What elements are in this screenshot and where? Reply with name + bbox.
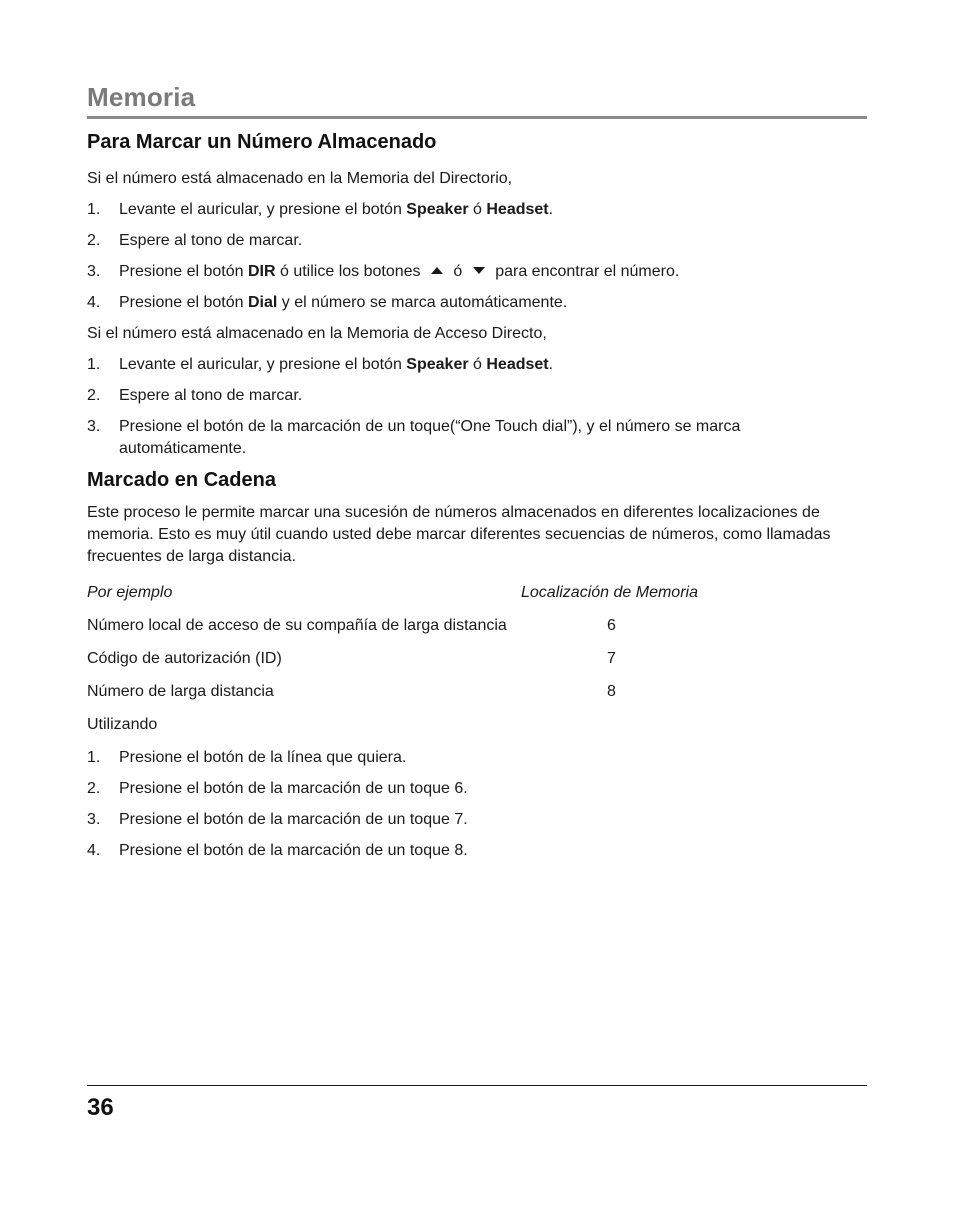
section-title-dial-stored: Para Marcar un Número Almacenado xyxy=(87,131,437,153)
list-item: 2. Presione el botón de la marcación de un toque 6. xyxy=(87,780,468,797)
table-header-row xyxy=(87,582,867,604)
directory-steps-list xyxy=(87,199,867,314)
chapter-divider xyxy=(87,116,867,119)
header-example: Por ejemplo xyxy=(87,584,173,601)
chain-dialing-description: Este proceso le permite marcar una sucesión de números almacenados en diferentes localizaciones de memoria. Esto es muy útil cuando usted debe marcar diferentes secuencias de números, como llamadas frecuentes de larga distancia. xyxy=(87,504,831,565)
list-item: 1. Levante el auricular, y presione el botón Speaker ó Headset. xyxy=(87,201,554,218)
intro-direct-access-memory: Si el número está almacenado en la Memoria de Acceso Directo, xyxy=(87,325,547,342)
direct-access-steps-list xyxy=(87,354,867,460)
list-item: 2. Espere al tono de marcar. xyxy=(87,387,303,404)
intro-directory-memory: Si el número está almacenado en la Memoria del Directorio, xyxy=(87,170,513,187)
dial-key-label: Dial xyxy=(247,294,278,311)
list-item: 1. Levante el auricular, y presione el botón Speaker ó Headset. xyxy=(87,356,554,373)
speaker-key-label: Speaker xyxy=(406,201,469,218)
list-item: 3. Presione el botón DIR ó utilice los botones ó para encontrar el número. xyxy=(87,263,680,280)
arrow-down-icon xyxy=(473,267,485,274)
table-row: Número local de acceso de su compañía de larga distancia 6 xyxy=(87,617,616,634)
chapter-title: Memoria xyxy=(87,82,196,112)
list-item: 2. Espere al tono de marcar. xyxy=(87,232,303,249)
speaker-key-label: Speaker xyxy=(406,356,469,373)
dir-key-label: DIR xyxy=(247,263,276,280)
header-memory-location: Localización de Memoria xyxy=(521,584,698,601)
list-item: 1. Presione el botón de la línea que quiera. xyxy=(87,749,407,766)
table-row: Código de autorización (ID) 7 xyxy=(87,650,616,667)
list-item: 3. Presione el botón de la marcación de un toque 7. xyxy=(87,811,468,828)
memory-location-table xyxy=(87,582,867,703)
headset-key-label: Headset xyxy=(486,201,549,218)
list-item: 4. Presione el botón Dial y el número se marca automáticamente. xyxy=(87,294,568,311)
arrow-up-icon xyxy=(431,267,443,274)
chain-steps-list xyxy=(87,747,867,862)
page-content xyxy=(87,128,867,862)
page-number: 36 xyxy=(87,1094,114,1121)
section-title-chain-dialing: Marcado en Cadena xyxy=(87,469,276,491)
list-item: 3. Presione el botón de la marcación de un toque(“One Touch dial”), y el número se marca automáticamente. xyxy=(87,418,741,457)
headset-key-label: Headset xyxy=(486,356,549,373)
table-row: Número de larga distancia 8 xyxy=(87,683,616,700)
footer-divider xyxy=(87,1085,867,1086)
list-item: 4. Presione el botón de la marcación de un toque 8. xyxy=(87,842,468,859)
using-label: Utilizando xyxy=(87,716,158,733)
